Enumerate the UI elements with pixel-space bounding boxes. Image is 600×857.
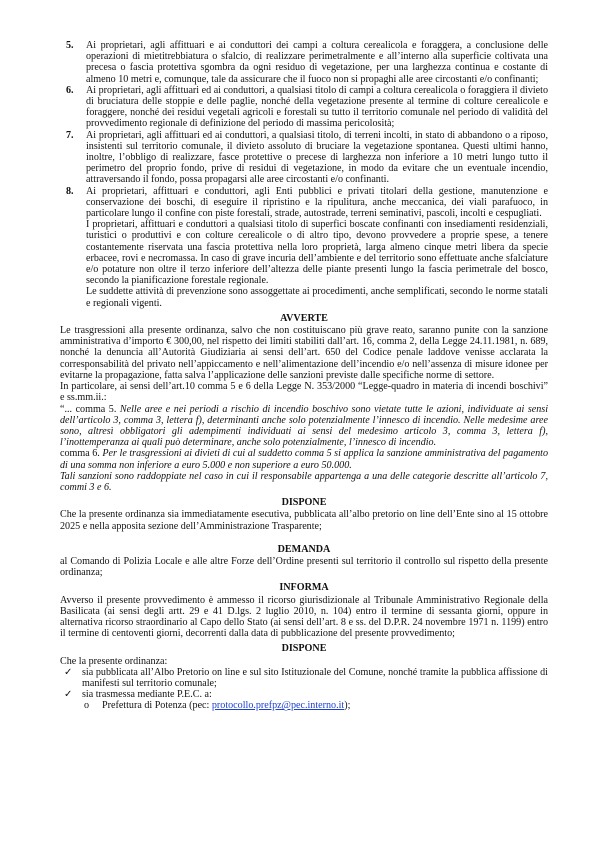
avverte-paragraph: Le trasgressioni alla presente ordinanza, salvo che non costituiscano più grave reato, saranno punite con la sanzione amministrativa d’importo € 300,00, nel rispetto dei limiti stabiliti dall’art. 16, comma 2, della Legge 24.11.1981, n. 689, nonché la denuncia all’Autorità Giudiziaria ai sensi dell’art. 650 del Codice penale laddove venisse acclarata la corresponsabilità del privato nell’appiccamento e nell’alimentazione dell’incendio e/o nell’assenza di misure idonee per evitarne la propagazione, fatta salva l’applicazione delle sanzioni previste dalle specifiche norme di settore. [60, 325, 548, 381]
item-text: Ai proprietari, agli affittuari e ai conduttori dei campi a coltura cerealicola e foraggera, a conclusione delle operazioni di mietitrebbiatura o sfalcio, di realizzare perimetralmente e all’interno alla superficie coltivata una precesa o fascia protettiva sgombra da ogni residuo di vegetazione, per una larghezza continua e costante di almeno 10 metri e, comunque, tale da assicurare che il fuoco non si propaghi alle aree circostanti e/o confinanti; [86, 40, 548, 85]
checkmark-icon: ✓ [64, 666, 73, 678]
item-number: 5. [66, 40, 74, 51]
item-text: Ai proprietari, affittuari e conduttori, agli Enti pubblici e privati titolari della gestione, manutenzione e conservazione dei boschi, di eseguire il ripristino e la ripulitura, anche meccanica, dei viali parafuoco, in particolare lungo il confine con piste forestali, strade, autostrade, terreni seminativi, pascoli, incolti e cespugliati. [86, 185, 548, 220]
document-content [60, 40, 548, 712]
list-item [60, 40, 548, 85]
law-quote [60, 404, 548, 449]
checklist-text: sia pubblicata all’Albo Pretorio on line e sul sito Istituzionale del Comune, nonché tramite la pubblica affissione di manifesti sul territorio comunale; [82, 666, 548, 689]
item-text: Ai proprietari, agli affittuari ed ai conduttori, a qualsiasi titolo di campi a coltura cerealicola o foraggiera il divieto di bruciatura delle stoppie e delle paglie, nonché della vegetazione presente al termine di colture cerealicole e foraggere, nonché dei residui vegetali agricoli e forestali su tutto il territorio comunale nel periodo di validità del provvedimento regionale di definizione del periodo di massima pericolosità; [86, 84, 548, 130]
sub-prefix: Prefettura di Potenza (pec: [102, 700, 212, 712]
list-item [60, 186, 548, 309]
law-tail: Tali sanzioni sono raddoppiate nel caso in cui il responsabile appartenga a una delle categorie descritte all’articolo 7, commi 3 e 6. [60, 470, 548, 493]
section-heading-dispone-2: DISPONE [281, 643, 327, 655]
law-comma-6 [60, 448, 548, 470]
avverte-paragraph: In particolare, ai sensi dell’art.10 comma 5 e 6 della Legge N. 353/2000 “Legge-quadro in materia di incendi boschivi” e ss.mm.ii.: [60, 381, 548, 404]
section-heading-demanda: DEMANDA [277, 543, 331, 555]
checklist-text: sia trasmessa mediante P.E.C. a: [82, 689, 212, 701]
list-item [60, 85, 548, 130]
sub-list-item [60, 700, 548, 711]
comma-text: Per le trasgressioni ai divieti di cui al suddetto comma 5 si applica la sanzione amministrativa del pagamento di una somma non inferiore a euro 5.000 e non superiore a euro 50.000. [60, 448, 548, 471]
circle-bullet-icon: o [84, 700, 90, 712]
item-number: 6. [66, 84, 74, 96]
checklist-item [60, 689, 548, 700]
list-item [60, 130, 548, 186]
section-heading-dispone: DISPONE [281, 497, 327, 509]
informa-paragraph: Avverso il presente provvedimento è ammesso il ricorso giurisdizionale al Tribunale Amministrativo Regionale della Basilicata (ai sensi degli artt. 29 e 41 D.lgs. 2 luglio 2010, n. 104) entro il termine di sessanta giorni, oppure in alternativa ricorso straordinario al Capo dello Stato (ai sensi dell’art. 8 e ss. del D.P.R. 24 novembre 1971 n. 1199) entro il termine di centoventi giorni, decorrenti dalla data di pubblicazione del presente provvedimento; [60, 594, 548, 640]
item-number: 8. [66, 185, 74, 197]
dispone-intro: Che la presente ordinanza: [60, 655, 168, 667]
pec-email-link[interactable]: protocollo.prefpz@pec.interno.it [211, 700, 345, 712]
item-extra-paragraph: Le suddette attività di prevenzione sono assoggettate ai procedimenti, anche semplificati, secondo le norme statali e regionali vigenti. [86, 286, 548, 309]
item-number: 7. [66, 129, 74, 141]
item-extra-paragraph: I proprietari, affittuari e conduttori a qualsiasi titolo di superfici boscate confinanti con insediamenti residenziali, turistici o produttivi e con colture cerealicole o di altro tipo, devono provvedere a proprie spese, a tenere costantemente riservata una fascia protettiva nella loro proprietà, larga almeno cinque metri libera da specie erbacee, rovi e necromassa. In caso di grave incuria dell’ambiente e del territorio sono effettuate anche sfalciature e/o potature non oltre il terzo inferiore dell’altezza delle piante presenti lungo la fascia perimetrale del bosco, secondo la pianificazione forestale regionale. [86, 219, 548, 287]
section-heading-informa: INFORMA [279, 582, 329, 594]
comma-lead: comma 6. [60, 448, 103, 460]
dispone-paragraph: Che la presente ordinanza sia immediatamente esecutiva, pubblicata all’albo pretorio on line dell’Ente sino al 15 ottobre 2025 e nella apposita sezione dell’Amministrazione Trasparente; [60, 509, 548, 532]
sub-list-text [102, 700, 350, 711]
demanda-paragraph: al Comando di Polizia Locale e alle altre Forze dell’Ordine presenti sul territorio il controllo sul rispetto della presente ordinanza; [60, 555, 548, 579]
section-heading-avverte: AVVERTE [280, 312, 328, 324]
item-text: Ai proprietari, agli affittuari ed ai conduttori, a qualsiasi titolo, di terreni incolti, in stato di abbandono o a riposo, insistenti sul territorio comunale, il divieto assoluto di bruciare la vegetazione spontanea. Questi ultimi hanno, inoltre, l’obbligo di realizzare, fasce protettive o precese di larghezza non inferiore a 10 metri lungo tutto il perimetro del proprio fondo, prive di residui di vegetazione, in modo da evitare che un eventuale incendio, attraversando il fondo, possa propagarsi alle aree circostanti e/o confinanti. [86, 129, 548, 186]
checklist-item [60, 667, 548, 689]
quote-lead: “... comma 5. [60, 403, 120, 415]
checkmark-icon: ✓ [64, 689, 73, 701]
quote-text: Nelle aree e nei periodi a rischio di incendio boschivo sono vietate tutte le azioni, individuate ai sensi dell’articolo 3, comma 3, lettera f), determinanti anche solo potenzialmente l’innesco di incendio. Nelle medesime aree sono, altresì obbligatori gli adempimenti individuati ai sensi del medesimo articolo 3, comma 3, lettera f), l’inottemperanza ai quali può determinare, anche solo potenzialmente, l’innesco di incendio. [60, 403, 549, 449]
sub-suffix: ); [344, 700, 351, 712]
